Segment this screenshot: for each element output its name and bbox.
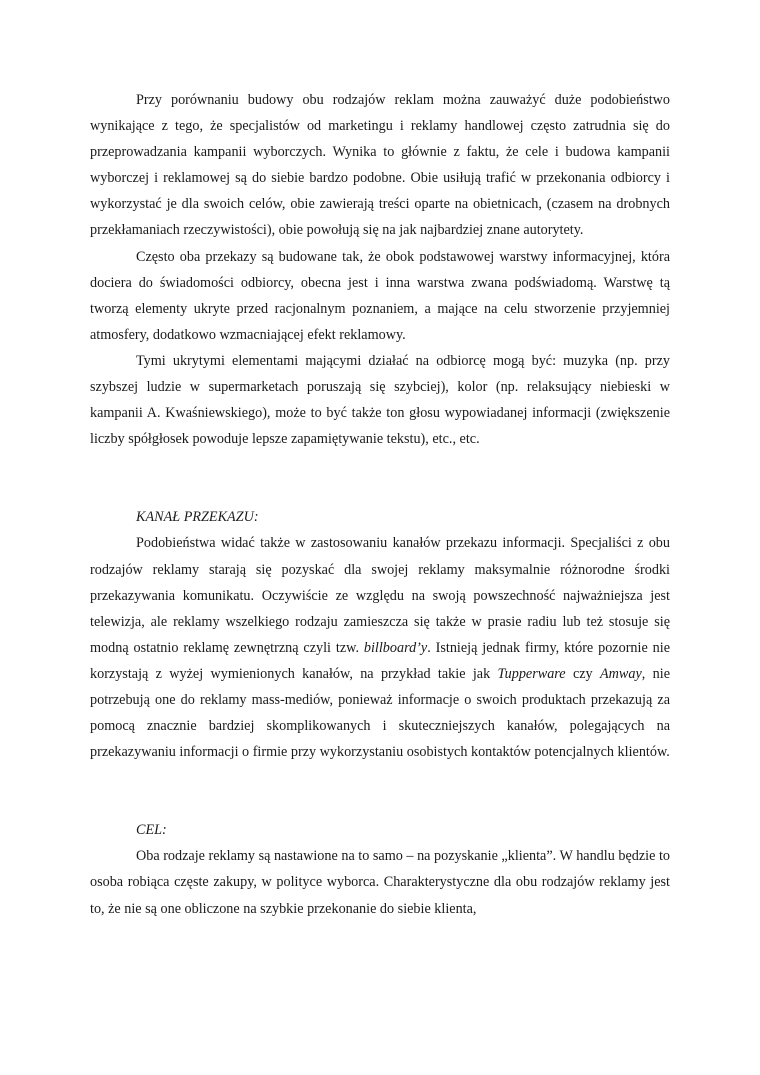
channel-text-part: , nie potrzebują one do reklamy mass-mediów, ponieważ informacje o swoich produktach przekazują za pomocą znacznie bardziej skomplikowanych i skuteczniejszych kanałów, polegających na przekazywaniu informacji o firmie przy wykorzystaniu osobistych kontaktów potencjalnych klientów. xyxy=(90,665,670,761)
document-page xyxy=(90,87,670,922)
heading-goal: CEL: xyxy=(136,822,167,839)
heading-channel: KANAŁ PRZEKAZU: xyxy=(136,509,259,526)
section-spacer xyxy=(90,452,670,504)
section-spacer xyxy=(90,765,670,817)
paragraph-channel xyxy=(90,530,670,765)
channel-italic-billboard: billboard’y xyxy=(363,639,428,656)
channel-italic-amway: Amway xyxy=(599,665,642,682)
paragraph-hidden-elements: Tymi ukrytymi elementami mającymi działać na odbiorcę mogą być: muzyka (np. przy szybszej ludzie w supermarketach poruszają się szybciej), kolor (np. relaksujący niebieski w kampanii A. Kwaśniewskiego), może to być także ton głosu wypowiadanej informacji (zwiększenie liczby spółgłosek powoduje lepsze zapamiętywanie tekstu), etc., etc. xyxy=(90,352,670,448)
paragraph-comparison: Przy porównaniu budowy obu rodzajów reklam można zauważyć duże podobieństwo wynikające z tego, że specjalistów od marketingu i reklamy handlowej często zatrudnia się do przeprowadzania kampanii wyborczych. Wynika to głównie z faktu, że cele i budowa kampanii wyborczej i reklamowej są do siebie bardzo podobne. Obie usiłują trafić w przekonania odbiorcy i wykorzystać je dla swoich celów, obie zawierają treści oparte na obietnicach, (czasem na drobnych przekłamaniach rzeczywistości), obie powołują się na jak najbardziej znane autorytety. xyxy=(90,92,670,239)
paragraph-subconscious: Często oba przekazy są budowane tak, że obok podstawowej warstwy informacyjnej, która dociera do świadomości odbiorcy, obecna jest i inna warstwa zwana podświadomą. Warstwę tą tworzą elementy ukryte przed racjonalnym poznaniem, a mające na celu stworzenie przyjemniej atmosfery, dodatkowo wzmacniającej efekt reklamowy. xyxy=(90,248,670,343)
channel-text-part: Podobieństwa widać także w zastosowaniu kanałów przekazu informacji. Specjaliści z obu rodzajów reklamy starają się pozyskać dla swojej reklamy maksymalnie różnorodne środki przekazywania komunikatu. Oczywiście ze względu na swoją powszechność najważniejsza jest telewizja, ale reklamy wszelkiego rodzaju zamieszcza się także w prasie radiu lub też stosuje się modną ostatnio reklamę zewnętrzną czyli tzw. xyxy=(90,535,670,656)
channel-text-part: czy xyxy=(565,665,600,682)
paragraph-goal: Oba rodzaje reklamy są nastawione na to samo – na pozyskanie „klienta”. W handlu będzie to osoba robiąca częste zakupy, w polityce wyborca. Charakterystyczne dla obu rodzajów reklamy jest to, że nie są one obliczone na szybkie przekonanie do siebie klienta, xyxy=(90,848,670,917)
channel-italic-tupperware: Tupperware xyxy=(497,665,566,682)
channel-text-part: . Istnieją jednak firmy, które pozornie nie korzystają z wyżej wymienionych kanałów, na przykład takie jak xyxy=(90,639,670,682)
